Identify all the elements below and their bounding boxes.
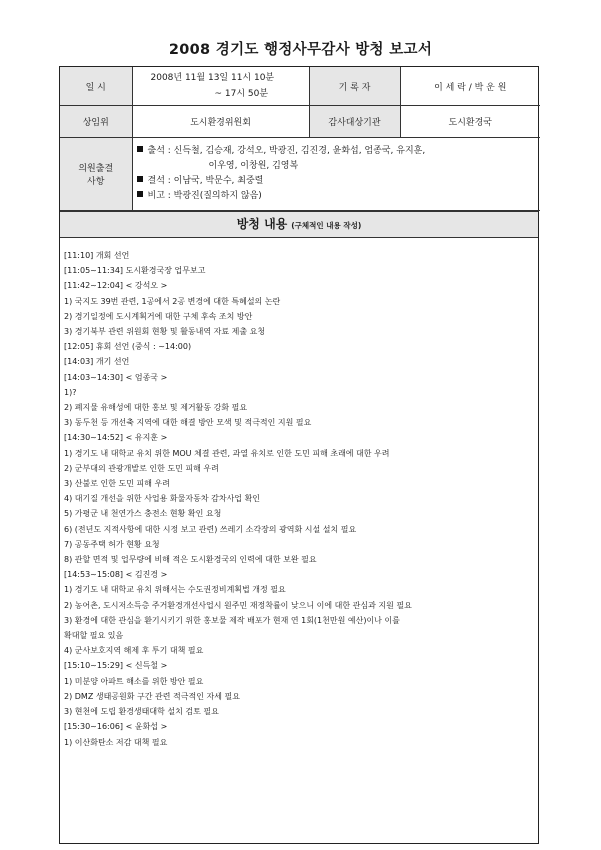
attendance-label-line-2: 사항 (87, 177, 105, 187)
present-line-1: 출석 : 신득철, 김승재, 강석오, 박광진, 김진경, 윤화섭, 엄종국, 유지훈, (147, 146, 426, 156)
committee-label: 상임위 (60, 106, 132, 138)
minutes-line: 2) 폐지물 유해성에 대한 홍보 및 제거활동 강화 필요 (64, 403, 248, 413)
minutes-line: 3) 산불로 인한 도민 피해 우려 (64, 479, 170, 489)
minutes-line: 1) 국지도 39번 관련, 1공에서 2공 변경에 대한 특혜설의 논란 (64, 296, 281, 306)
minutes-line: 2) 군부대의 관광개발로 인한 도민 피해 우려 (64, 463, 219, 473)
minutes-line: [14:03~14:30] < 엄종국 > (64, 372, 168, 382)
minutes-line: 2) 경기일정에 도시계획거에 대한 구체 후속 조치 방안 (64, 311, 253, 321)
bullet-square-icon (137, 191, 143, 197)
agency-label: 감사대상기관 (309, 106, 400, 138)
minutes-line: [11:42~12:04] < 강석오 > (64, 281, 168, 291)
committee-value: 도시환경위원회 (132, 106, 309, 138)
minutes-line: [15:10~15:29] < 신득철 > (64, 661, 168, 671)
date-label: 일 시 (60, 67, 132, 106)
minutes-line: 2) 농어촌, 도시저소득층 주거환경개선사업시 원주민 재정착률이 낮으니 이에 대한 관심과 지원 필요 (64, 600, 412, 610)
minutes-line: 1) 미분양 아파트 해소를 위한 방안 필요 (64, 676, 204, 686)
minutes-line: 2) DMZ 생태공원화 구간 관련 적극적인 자세 필요 (64, 691, 240, 701)
minutes-line: 1)? (64, 387, 77, 397)
minutes-line: 4) 대기질 개선을 위한 사업용 화물자동차 감차사업 확인 (64, 494, 261, 504)
document-title: 2008 경기도 행정사무감사 방청 보고서 (168, 42, 433, 58)
recorder-label: 기 록 자 (309, 67, 400, 106)
note-line: 비고 : 박광진(질의하지 않음) (147, 191, 262, 201)
minutes-line: [15:30~16:06] < 윤화섭 > (64, 722, 168, 732)
agency-value: 도시환경국 (400, 106, 540, 138)
minutes-line: 1) 이산화탄소 저감 대책 필요 (64, 737, 168, 747)
minutes-line: [12:05] 휴회 선언 (중식 : ~14:00) (64, 342, 192, 352)
attendance-label-line-1: 의원출결 (78, 164, 114, 174)
bullet-square-icon (137, 146, 143, 152)
minutes-line: 3) 경기북부 관련 위원회 현황 및 활동내역 자료 제출 요청 (64, 327, 266, 337)
minutes-line: 8) 관할 면적 및 업무량에 비해 적은 도시환경국의 인력에 대한 보완 필요 (64, 555, 317, 565)
minutes-line: 3) 동두천 등 개선축 지역에 대한 해결 방안 모색 및 적극적인 지원 필요 (64, 418, 312, 428)
absent-line: 결석 : 이남국, 박문수, 최중렬 (147, 176, 264, 186)
bullet-square-icon (137, 176, 143, 182)
date-line-1: 2008년 11월 13일 11시 10분 (150, 73, 275, 83)
attendance-details (132, 138, 540, 211)
minutes-line: [11:10] 개회 선언 (64, 251, 130, 260)
minutes-line: 4) 군사보호지역 해제 후 투기 대책 필요 (64, 646, 204, 656)
minutes-line: 3) 현천에 도립 환경생태대학 설치 검토 필요 (64, 707, 219, 717)
minutes-line: 5) 가평군 내 천연가스 충전소 현황 확인 요청 (64, 509, 222, 519)
meta-table (60, 67, 540, 211)
section-subtitle: (구체적인 내용 작성) (291, 221, 362, 230)
minutes-line: [14:53~15:08] < 김진경 > (64, 570, 168, 580)
date-line-2: ~ 17시 50분 (214, 89, 269, 99)
section-banner (60, 211, 538, 238)
minutes-line: 6) (전년도 지적사항에 대한 시정 보고 관련) 쓰레기 소각장의 광역화 시설 설치 필요 (64, 524, 357, 534)
minutes-line: [14:30~14:52] < 유지훈 > (64, 433, 168, 443)
minutes-line: 1) 경기도 내 대학교 유치 위해서는 수도권정비계획법 개정 필요 (64, 585, 286, 595)
minutes-content (60, 238, 538, 750)
present-line-2: 이우영, 이창원, 김영복 (208, 161, 299, 171)
minutes-line: [14:03] 개기 선언 (64, 357, 130, 367)
attendance-label (60, 138, 132, 211)
minutes-line: 3) 환경에 대한 관심을 환기시키기 위한 홍보물 제작 배포가 현재 연 1회(1천만원 예산)이나 이를 (64, 615, 400, 625)
date-value (132, 67, 309, 106)
minutes-line: 1) 경기도 내 대학교 유치 위한 MOU 체결 관련, 과열 유치로 인한 도민 피해 초래에 대한 우려 (64, 448, 390, 458)
section-title: 방청 내용 (236, 217, 288, 231)
minutes-line: 확대할 필요 있음 (64, 631, 124, 641)
report-frame (59, 66, 539, 844)
minutes-line: 7) 공동주택 허가 현황 요청 (64, 539, 160, 549)
recorder-value: 이 세 락 / 박 운 원 (400, 67, 540, 106)
minutes-line: [11:05~11:34] 도시환경국장 업무보고 (64, 266, 206, 276)
